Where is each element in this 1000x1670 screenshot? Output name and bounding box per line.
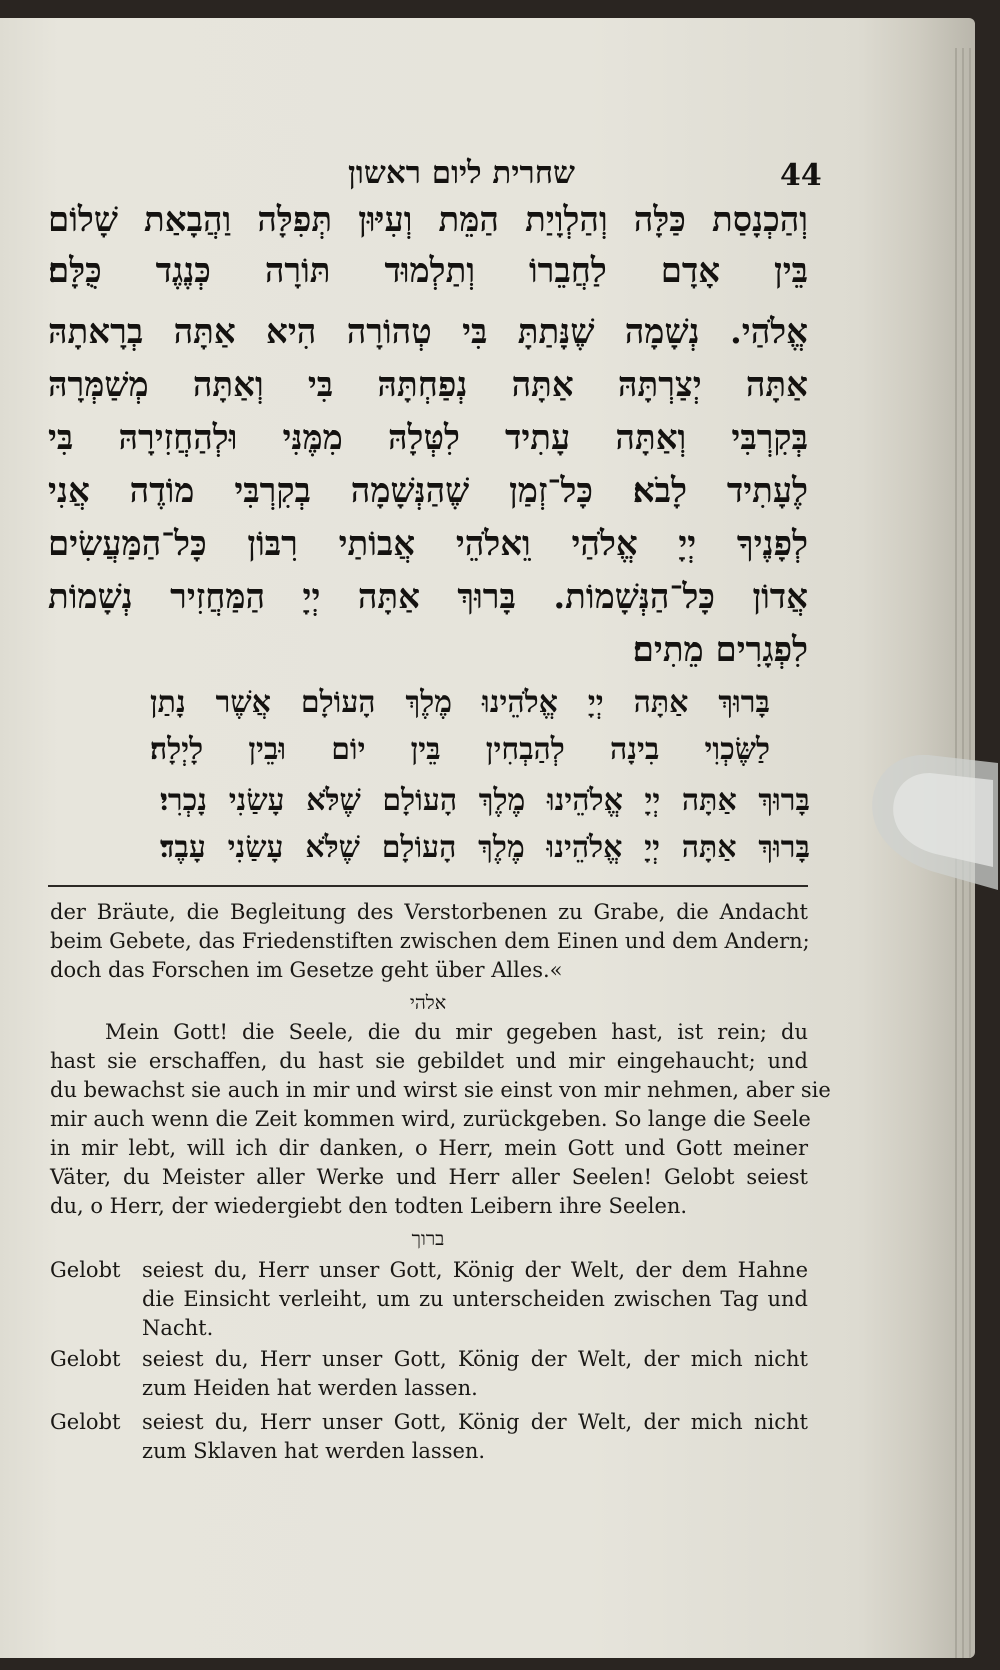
page-number: 44 [780, 158, 822, 193]
german-line: seiest du, Herr unser Gott, König der Welt, der mich nicht [142, 1347, 808, 1371]
german-line: hast sie erschaffen, du hast sie gebildet und mir eingehaucht; und [50, 1049, 808, 1073]
german-line: seiest du, Herr unser Gott, König der Welt, der dem Hahne [142, 1258, 808, 1282]
hebrew-blessing-line: לַשֶּׂכְוִי בִינָה לְהַבְחִין בֵּין יוֹם וּבֵין לָיְלָה׃ [150, 732, 770, 767]
hebrew-line: אֲדוֹן כָּל־הַנְּשָׁמוֹת. בָּרוּךְ אַתָּה יְיָ הַמַּחֲזִיר נְשָׁמוֹת [48, 577, 808, 617]
hebrew-line: אֱלֹהַי. נְשָׁמָה שֶׁנָּתַתָּ בִּי טְהוֹרָה הִיא אַתָּה בְרָאתָהּ [48, 312, 808, 352]
german-line: Mein Gott! die Seele, die du mir gegeben hast, ist rein; du [105, 1020, 808, 1044]
hebrew-blessing-line: בָּרוּךְ אַתָּה יְיָ אֱלֹהֵינוּ מֶלֶךְ הָעוֹלָם שֶׁלֹּא עָשַׂנִי עָבֶד׃ [160, 830, 810, 865]
hebrew-line: לְפָנֶיךָ יְיָ אֱלֹהַי וֵאלֹהֵי אֲבוֹתַי רִבּוֹן כָּל־הַמַּעֲשִׂים [48, 524, 808, 564]
hebrew-line: לֶעָתִיד לָבֹא׃ כָּל־זְמַן שֶׁהַנְּשָׁמָה בְקִרְבִּי מוֹדֶה אֲנִי [48, 471, 808, 511]
blessing-lead: Gelobt [50, 1410, 121, 1434]
german-line: mir auch wenn die Zeit kommen wird, zurückgeben. So lange die Seele [50, 1107, 811, 1131]
blessing-lead: Gelobt [50, 1347, 121, 1371]
section-label-baruch: ברוך [411, 1228, 445, 1250]
german-line: du, o Herr, der wiedergiebt den todten Leibern ihre Seelen. [50, 1194, 688, 1218]
hebrew-line: בְּקִרְבִּי וְאַתָּה עָתִיד לִטְּלָהּ מִמֶּנִּי וּלְהַחֲזִירָהּ בִּי [48, 418, 808, 458]
german-line: beim Gebete, das Friedenstiften zwischen dem Einen und dem Andern; [50, 929, 810, 953]
hebrew-line: בֵּין אָדָם לַחֲבֵרוֹ וְתַלְמוּד תּוֹרָה כְּנֶגֶד כֻּלָּם׃ [48, 251, 808, 291]
running-head-hebrew: שחרית ליום ראשון [348, 155, 575, 191]
german-line: die Einsicht verleiht, um zu unterscheiden zwischen Tag und [142, 1287, 808, 1311]
german-line: Nacht. [142, 1316, 214, 1340]
german-line: der Bräute, die Begleitung des Verstorbenen zu Grabe, die Andacht [50, 900, 808, 924]
german-line: zum Sklaven hat werden lassen. [142, 1439, 486, 1463]
german-line: seiest du, Herr unser Gott, König der Welt, der mich nicht [142, 1410, 808, 1434]
section-label-elohai: אלהי [409, 992, 447, 1014]
hebrew-line: וְהַכְנָסַת כַּלָּה וְהַלְוָיַת הַמֵּת וְעִיּוּן תְּפִלָּה וַהֲבָאַת שָׁלוֹם [48, 200, 808, 240]
footnote-divider [48, 885, 808, 887]
german-line: doch das Forschen im Gesetze geht über Alles.« [50, 958, 563, 982]
page-clip [868, 755, 998, 895]
german-line: du bewachst sie auch in mir und wirst sie einst von mir nehmen, aber sie [50, 1078, 831, 1102]
hebrew-blessing-line: בָּרוּךְ אַתָּה יְיָ אֱלֹהֵינוּ מֶלֶךְ הָעוֹלָם אֲשֶׁר נָתַן [150, 685, 770, 720]
german-line: zum Heiden hat werden lassen. [142, 1376, 478, 1400]
german-line: Väter, du Meister aller Werke und Herr aller Seelen! Gelobt seiest [50, 1165, 808, 1189]
german-line: in mir lebt, will ich dir danken, o Herr, mein Gott und Gott meiner [50, 1136, 808, 1160]
hebrew-line: לִפְגָרִים מֵתִים׃ [632, 630, 808, 670]
hebrew-blessing-line: בָּרוּךְ אַתָּה יְיָ אֱלֹהֵינוּ מֶלֶךְ הָעוֹלָם שֶׁלֹּא עָשַׂנִי נָכְרִי׃ [160, 783, 810, 818]
blessing-lead: Gelobt [50, 1258, 121, 1282]
hebrew-line: אַתָּה יְצַרְתָּהּ אַתָּה נְפַחְתָּהּ בִּי וְאַתָּה מְשַׁמְּרָהּ [48, 365, 808, 405]
